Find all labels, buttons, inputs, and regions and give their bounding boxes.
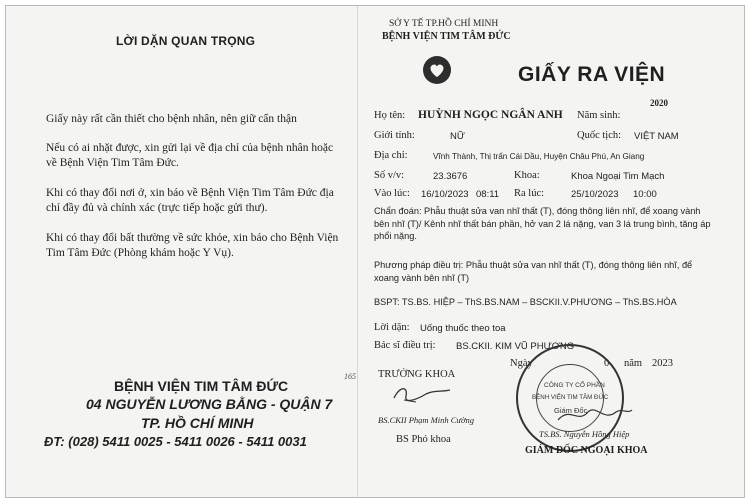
important-notes-heading: LỜI DẶN QUAN TRỌNG	[116, 34, 256, 48]
note-paragraph-4: Khi có thay đổi bất thường về sức khỏe, xin báo cho Bệnh Viện Tim Tâm Đức (Phòng khám hoặc Y Vụ).	[46, 232, 339, 259]
footer-phone: ĐT: (028) 5411 0025 - 5411 0026 - 5411 0031	[44, 434, 307, 449]
seal-line-2: BỆNH VIỆN TIM TÂM ĐỨC	[532, 394, 609, 401]
year-header: 2020	[650, 98, 668, 108]
fold-line	[357, 6, 358, 497]
admit-time: 08:11	[476, 189, 500, 200]
nationality-label: Quốc tịch:	[577, 130, 622, 141]
note-paragraph-3: Khi có thay đổi nơi ở, xin báo về Bệnh Viện Tim Tâm Đức địa chỉ đầy đủ và chính xác (trực tiếp hoặc gửi thư).	[46, 187, 334, 214]
doctor-value: BS.CKII. KIM VŨ PHƯƠNG	[456, 341, 575, 352]
address-label: Địa chỉ:	[374, 150, 408, 161]
patient-name: HUỲNH NGỌC NGÂN ANH	[418, 109, 563, 121]
admit-date: 16/10/2023	[421, 189, 469, 200]
signature-scribble-right	[554, 404, 634, 428]
advice-label: Lời dặn:	[374, 322, 410, 333]
hospital-logo	[422, 55, 452, 85]
footer-hospital-name: BỆNH VIỆN TIM TÂM ĐỨC	[114, 378, 289, 394]
left-signer-name: BS.CKII Phạm Minh Cường	[378, 415, 475, 425]
birth-year-label: Năm sinh:	[577, 110, 621, 121]
right-signer-name: TS.BS. Nguyễn Hồng Hiệp	[539, 429, 630, 439]
date-year-label: năm	[624, 358, 643, 369]
treatment-block	[374, 259, 714, 284]
discharge-time: 10:00	[633, 189, 657, 200]
treatment-label: Phương pháp điều trị:	[374, 260, 464, 270]
treatment-text: Phẫu thuật sửa van nhĩ thất (T), đóng thông liên nhĩ, để xoang vành bên nhĩ (T)	[374, 260, 693, 283]
signature-scribble-left	[386, 380, 456, 410]
date-year: 2023	[652, 358, 673, 369]
record-label: Số v/v:	[374, 170, 405, 181]
record-value: 23.3676	[433, 171, 468, 182]
seal-line-3: Giám Đốc	[554, 406, 588, 415]
bspt-value: TS.BS. HIỆP – ThS.BS.NAM – BSCKII.V.PHƯƠNG – ThS.BS.HÒA	[401, 297, 677, 307]
address-value: Vĩnh Thành, Thị trấn Cái Dầu, Huyện Châu Phú, An Giang	[433, 152, 645, 161]
discharge-label: Ra lúc:	[514, 188, 545, 199]
bspt-label: BSPT:	[374, 297, 400, 307]
head-of-department: TRƯỞNG KHOA	[378, 369, 456, 380]
gender-label: Giới tính:	[374, 130, 415, 141]
admit-label: Vào lúc:	[374, 188, 410, 199]
department-value: Khoa Ngoại Tim Mạch	[571, 171, 665, 182]
margin-note: 165	[344, 372, 356, 381]
advice-value: Uống thuốc theo toa	[420, 323, 506, 334]
date-day-label: Ngày	[510, 358, 533, 369]
health-department: SỞ Y TẾ TP.HỒ CHÍ MINH	[389, 19, 499, 29]
footer-address-line-1: 04 NGUYỄN LƯƠNG BẰNG - QUẬN 7	[86, 396, 333, 412]
note-paragraph-2: Nếu có ai nhặt được, xin gửi lại về địa chỉ của bệnh nhân hoặc về Bệnh Viện Tim Tâm Đức.	[46, 142, 334, 169]
gender-value: NỮ	[450, 131, 465, 142]
document-title: GIẤY RA VIỆN	[518, 63, 666, 86]
diagnosis-text: Chẩn đoán: Phẫu thuật sửa van nhĩ thất (T), đóng thông liên nhĩ, để xoang vành bên nhĩ (T)/ Kênh nhĩ thất bán phần, hở van 2 lá nặng, van 3 lá trung bình, tăng áp phổi nặng.	[374, 206, 711, 241]
bspt-row	[374, 297, 677, 307]
hospital-name: BỆNH VIỆN TIM TÂM ĐỨC	[382, 31, 511, 42]
nationality-value: VIỆT NAM	[634, 131, 679, 142]
right-signer-title: GIÁM ĐỐC NGOẠI KHOA	[525, 445, 648, 456]
footer-address-line-2: TP. HỒ CHÍ MINH	[141, 415, 254, 431]
note-paragraph-1: Giấy này rất cần thiết cho bệnh nhân, nên giữ cẩn thận	[46, 113, 297, 125]
name-label: Họ tên:	[374, 110, 406, 121]
heart-logo-icon	[422, 55, 452, 85]
doctor-label: Bác sĩ điều trị:	[374, 340, 436, 351]
department-label: Khoa:	[514, 170, 540, 181]
seal-line-1: CÔNG TY CỔ PHẦN	[544, 382, 605, 389]
left-signer-title: BS Phó khoa	[396, 434, 451, 445]
discharge-paper	[5, 5, 745, 498]
date-month: 0	[604, 358, 610, 369]
discharge-date: 25/10/2023	[571, 189, 619, 200]
